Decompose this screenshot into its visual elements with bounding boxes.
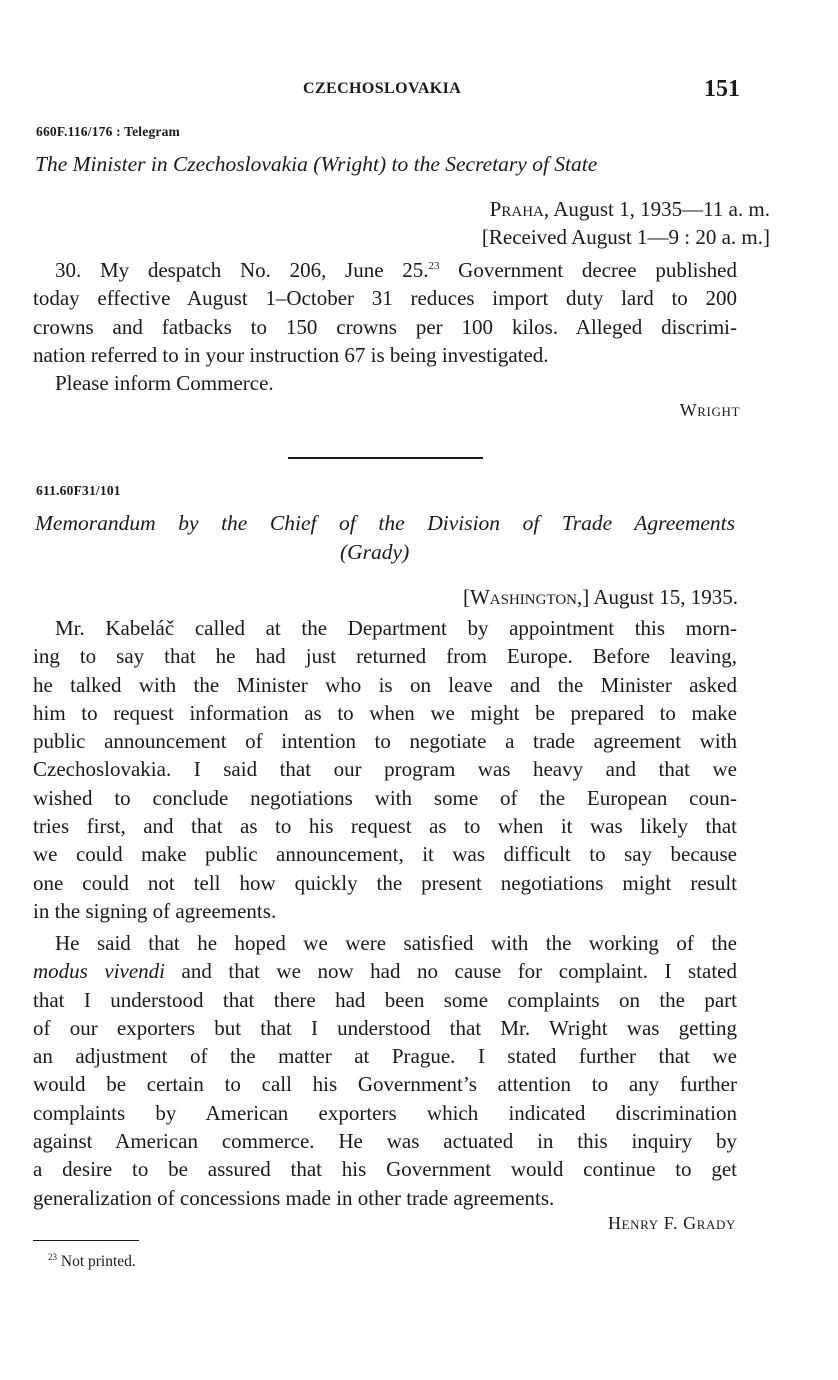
telegram-line: today effective August 1–October 31 reduces import duty lard to 200	[33, 286, 737, 311]
memorandum-paragraph-1	[33, 614, 737, 925]
paragraph-line: an adjustment of the matter at Prague. I stated further that we	[33, 1044, 737, 1069]
paragraph-line: public announcement of intention to negotiate a trade agreement with	[33, 729, 737, 754]
telegram-line: crowns and fatbacks to 150 crowns per 100 kilos. Alleged discrimi-	[33, 314, 737, 339]
paragraph-line: he talked with the Minister who is on leave and the Minister asked	[33, 672, 737, 697]
paragraph-line: Mr. Kabeláč called at the Department by appointment this morn-	[55, 616, 737, 640]
footnote	[48, 1252, 136, 1271]
paragraph-line: of our exporters but that I understood that Mr. Wright was getting	[33, 1015, 737, 1040]
footnote-reference: 23	[428, 260, 440, 272]
telegram-date: , August 1, 1935—11 a. m.	[543, 197, 770, 221]
paragraph-line: ing to say that he had just returned from Europe. Before leaving,	[33, 644, 737, 669]
telegram-body	[33, 256, 737, 397]
italic-phrase: modus vivendi	[33, 959, 166, 984]
document-heading-1	[35, 152, 597, 177]
paragraph-line: He said that he hoped we were satisfied with the working of the	[55, 931, 737, 955]
footnote-mark: 23	[48, 1252, 57, 1262]
paragraph-line: him to request information as to when we might be prepared to make	[33, 700, 737, 725]
paragraph-line: against American commerce. He was actuated in this inquiry by	[33, 1129, 737, 1154]
signature-grady: Henry F. Grady	[608, 1213, 736, 1233]
memorandum-paragraph-2	[33, 929, 737, 1212]
page-number: 151	[704, 76, 740, 102]
paragraph-line: that I understood that there had been some complaints on the part	[33, 987, 737, 1012]
paragraph-line: complaints by American exporters which indicated discrimination	[33, 1100, 737, 1125]
paragraph-line: modus vivendi and that we now had no cause for complaint. I stated	[33, 959, 737, 984]
heading-1-part-a: The Minister in Czechoslovakia	[35, 152, 314, 176]
file-reference-2: 611.60F31/101	[36, 483, 121, 498]
footnote-rule	[33, 1240, 139, 1241]
paragraph-line: a desire to be assured that his Government would continue to get	[33, 1157, 737, 1182]
paragraph-line: we could make public announcement, it was difficult to say because	[33, 842, 737, 867]
running-head: CZECHOSLOVAKIA	[303, 80, 462, 97]
footnote-text: Not printed.	[57, 1253, 136, 1271]
document-heading-2-line1: Memorandum by the Chief of the Division of Trade Agreements	[35, 511, 735, 535]
file-reference-1: 660F.116/176 : Telegram	[36, 124, 180, 139]
document-heading-2-line2: (Grady)	[340, 540, 410, 564]
paragraph-line: would be certain to call his Government’s attention to any further	[33, 1072, 737, 1097]
heading-1-part-b: (Wright) to the Secretary of State	[313, 152, 598, 176]
section-divider	[288, 457, 483, 459]
paragraph-line: Czechoslovakia. I said that our program was heavy and that we	[33, 757, 737, 782]
paragraph-line: wished to conclude negotiations with some of the European coun-	[33, 785, 737, 810]
paragraph-line: one could not tell how quickly the present negotiations might result	[33, 870, 737, 895]
dateline-place: [Washington,]	[462, 585, 590, 609]
telegram-line: 30. My despatch No. 206, June 25.23 Government decree published	[55, 258, 737, 282]
dateline-date: August 15, 1935.	[589, 585, 738, 609]
telegram-line: nation referred to in your instruction 67 is being investigated.	[33, 342, 549, 367]
telegram-line: Please inform Commerce.	[55, 371, 274, 396]
paragraph-line: in the signing of agreements.	[33, 898, 277, 923]
telegram-placeline	[490, 197, 770, 222]
memorandum-dateline	[463, 585, 738, 610]
signature-wright: Wright	[679, 400, 740, 420]
telegram-received: [Received August 1—9 : 20 a. m.]	[481, 225, 770, 249]
paragraph-line: tries first, and that as to his request as to when it was likely that	[33, 814, 737, 839]
telegram-place: Praha	[489, 197, 544, 221]
paragraph-line: generalization of concessions made in other trade agreements.	[33, 1185, 555, 1210]
